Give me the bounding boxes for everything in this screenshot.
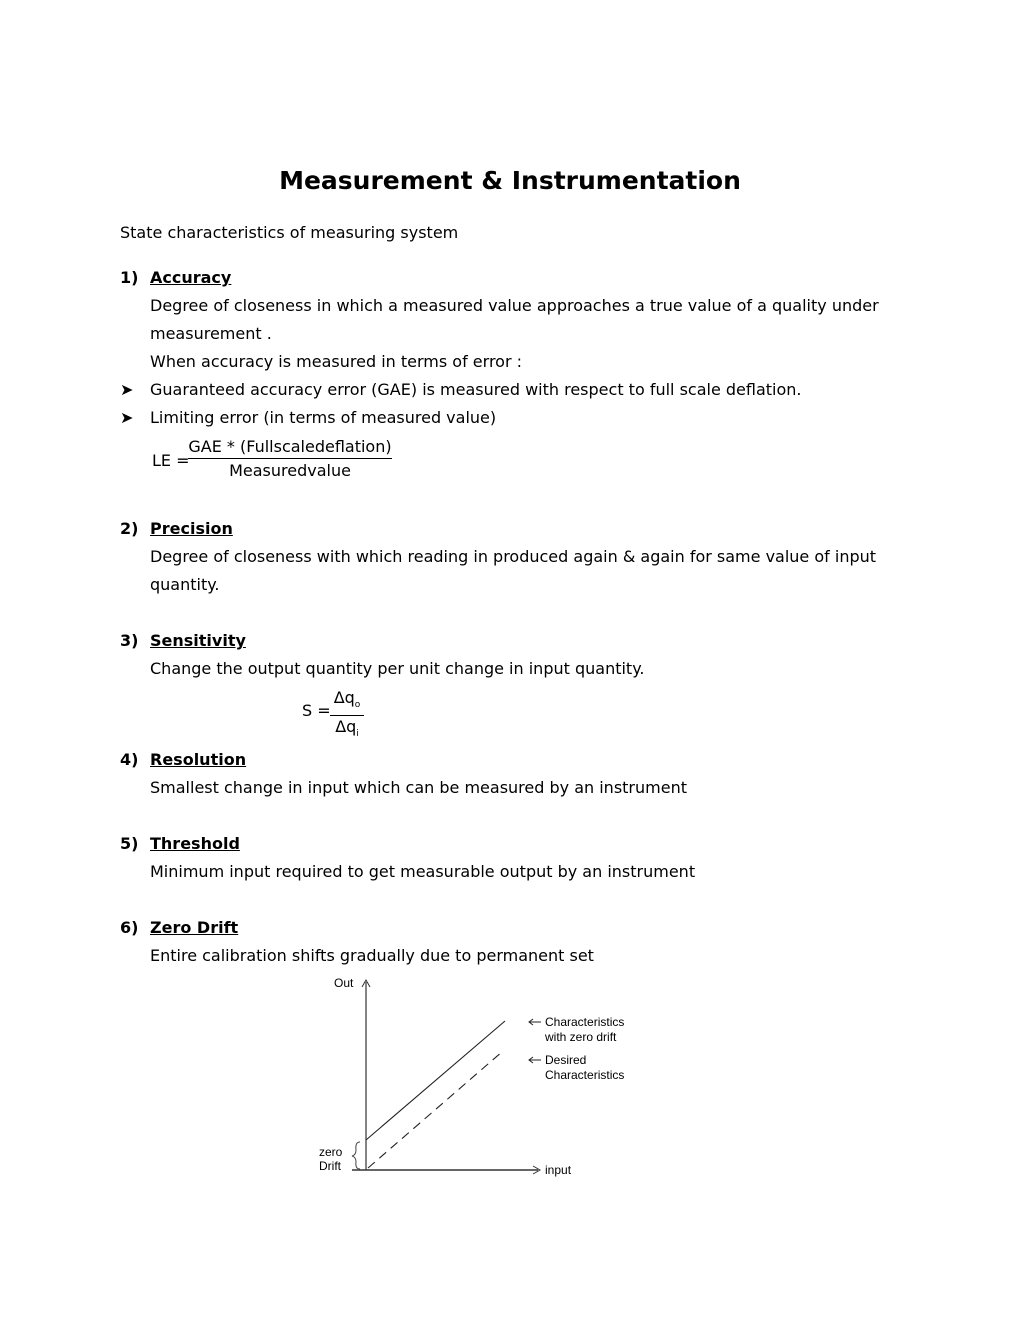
formula-numerator: Δq <box>333 688 355 707</box>
text-line: Entire calibration shifts gradually due to permanent set <box>150 946 594 965</box>
section-number: 4) <box>120 750 139 769</box>
zero-drift-diagram <box>300 970 660 1190</box>
section-heading: Accuracy <box>150 268 232 287</box>
legend-label: Desired <box>545 1053 587 1067</box>
section-number: 1) <box>120 268 139 287</box>
section-number: 5) <box>120 834 139 853</box>
legend-label: with zero drift <box>545 1030 617 1044</box>
section-heading: Resolution <box>150 750 247 769</box>
text-line: Degree of closeness in which a measured value approaches a true value of a quality under <box>150 296 879 315</box>
section-number: 3) <box>120 631 139 650</box>
formula-numerator: GAE * (Fullscaledeflation) <box>188 437 392 456</box>
legend-arrow-icon <box>529 1057 541 1063</box>
y-axis-label: Out <box>334 976 354 990</box>
legend-label: Characteristics <box>545 1068 625 1082</box>
text-line: Smallest change in input which can be measured by an instrument <box>150 778 687 797</box>
text-line: When accuracy is measured in terms of error : <box>150 352 523 371</box>
drift-brace-icon <box>352 1142 360 1169</box>
text-line: measurement . <box>150 324 272 343</box>
formula-denominator: Δq <box>335 717 357 737</box>
section-heading: Sensitivity <box>150 631 246 650</box>
section-heading: Zero Drift <box>150 918 239 937</box>
text-line: Change the output quantity per unit change in input quantity. <box>150 659 645 678</box>
legend-label: Characteristics <box>545 1015 625 1029</box>
intro-text: State characteristics of measuring system <box>120 223 459 242</box>
section-heading: Precision <box>150 519 233 538</box>
sensitivity-formula: $\Delta q_o$ $\Delta q_i$ <box>330 688 364 745</box>
desired-line <box>368 1051 503 1168</box>
page-title: Measurement & Instrumentation <box>279 166 741 195</box>
formula-lhs: S = <box>302 701 331 720</box>
text-line: Minimum input required to get measurable output by an instrument <box>150 862 696 881</box>
drift-label: zero <box>319 1145 343 1159</box>
bullet-arrow-icon: ➤ <box>120 408 134 427</box>
formula-lhs: LE = <box>152 451 190 470</box>
formula-denominator: Measuredvalue <box>188 458 392 483</box>
zero-drift-line <box>366 1021 505 1140</box>
drift-label: Drift <box>319 1159 341 1173</box>
legend-arrow-icon <box>529 1019 541 1025</box>
bullet-item: Guaranteed accuracy error (GAE) is measured with respect to full scale deflation. <box>150 380 802 399</box>
bullet-arrow-icon: ➤ <box>120 380 134 399</box>
section-number: 6) <box>120 918 139 937</box>
text-line: Degree of closeness with which reading in produced again & again for same value of input <box>150 547 877 566</box>
section-number: 2) <box>120 519 139 538</box>
bullet-item: Limiting error (in terms of measured value) <box>150 408 497 427</box>
x-axis-label: input <box>545 1163 572 1177</box>
le-formula <box>188 436 392 483</box>
text-line: quantity. <box>150 575 220 594</box>
section-heading: Threshold <box>150 834 240 853</box>
